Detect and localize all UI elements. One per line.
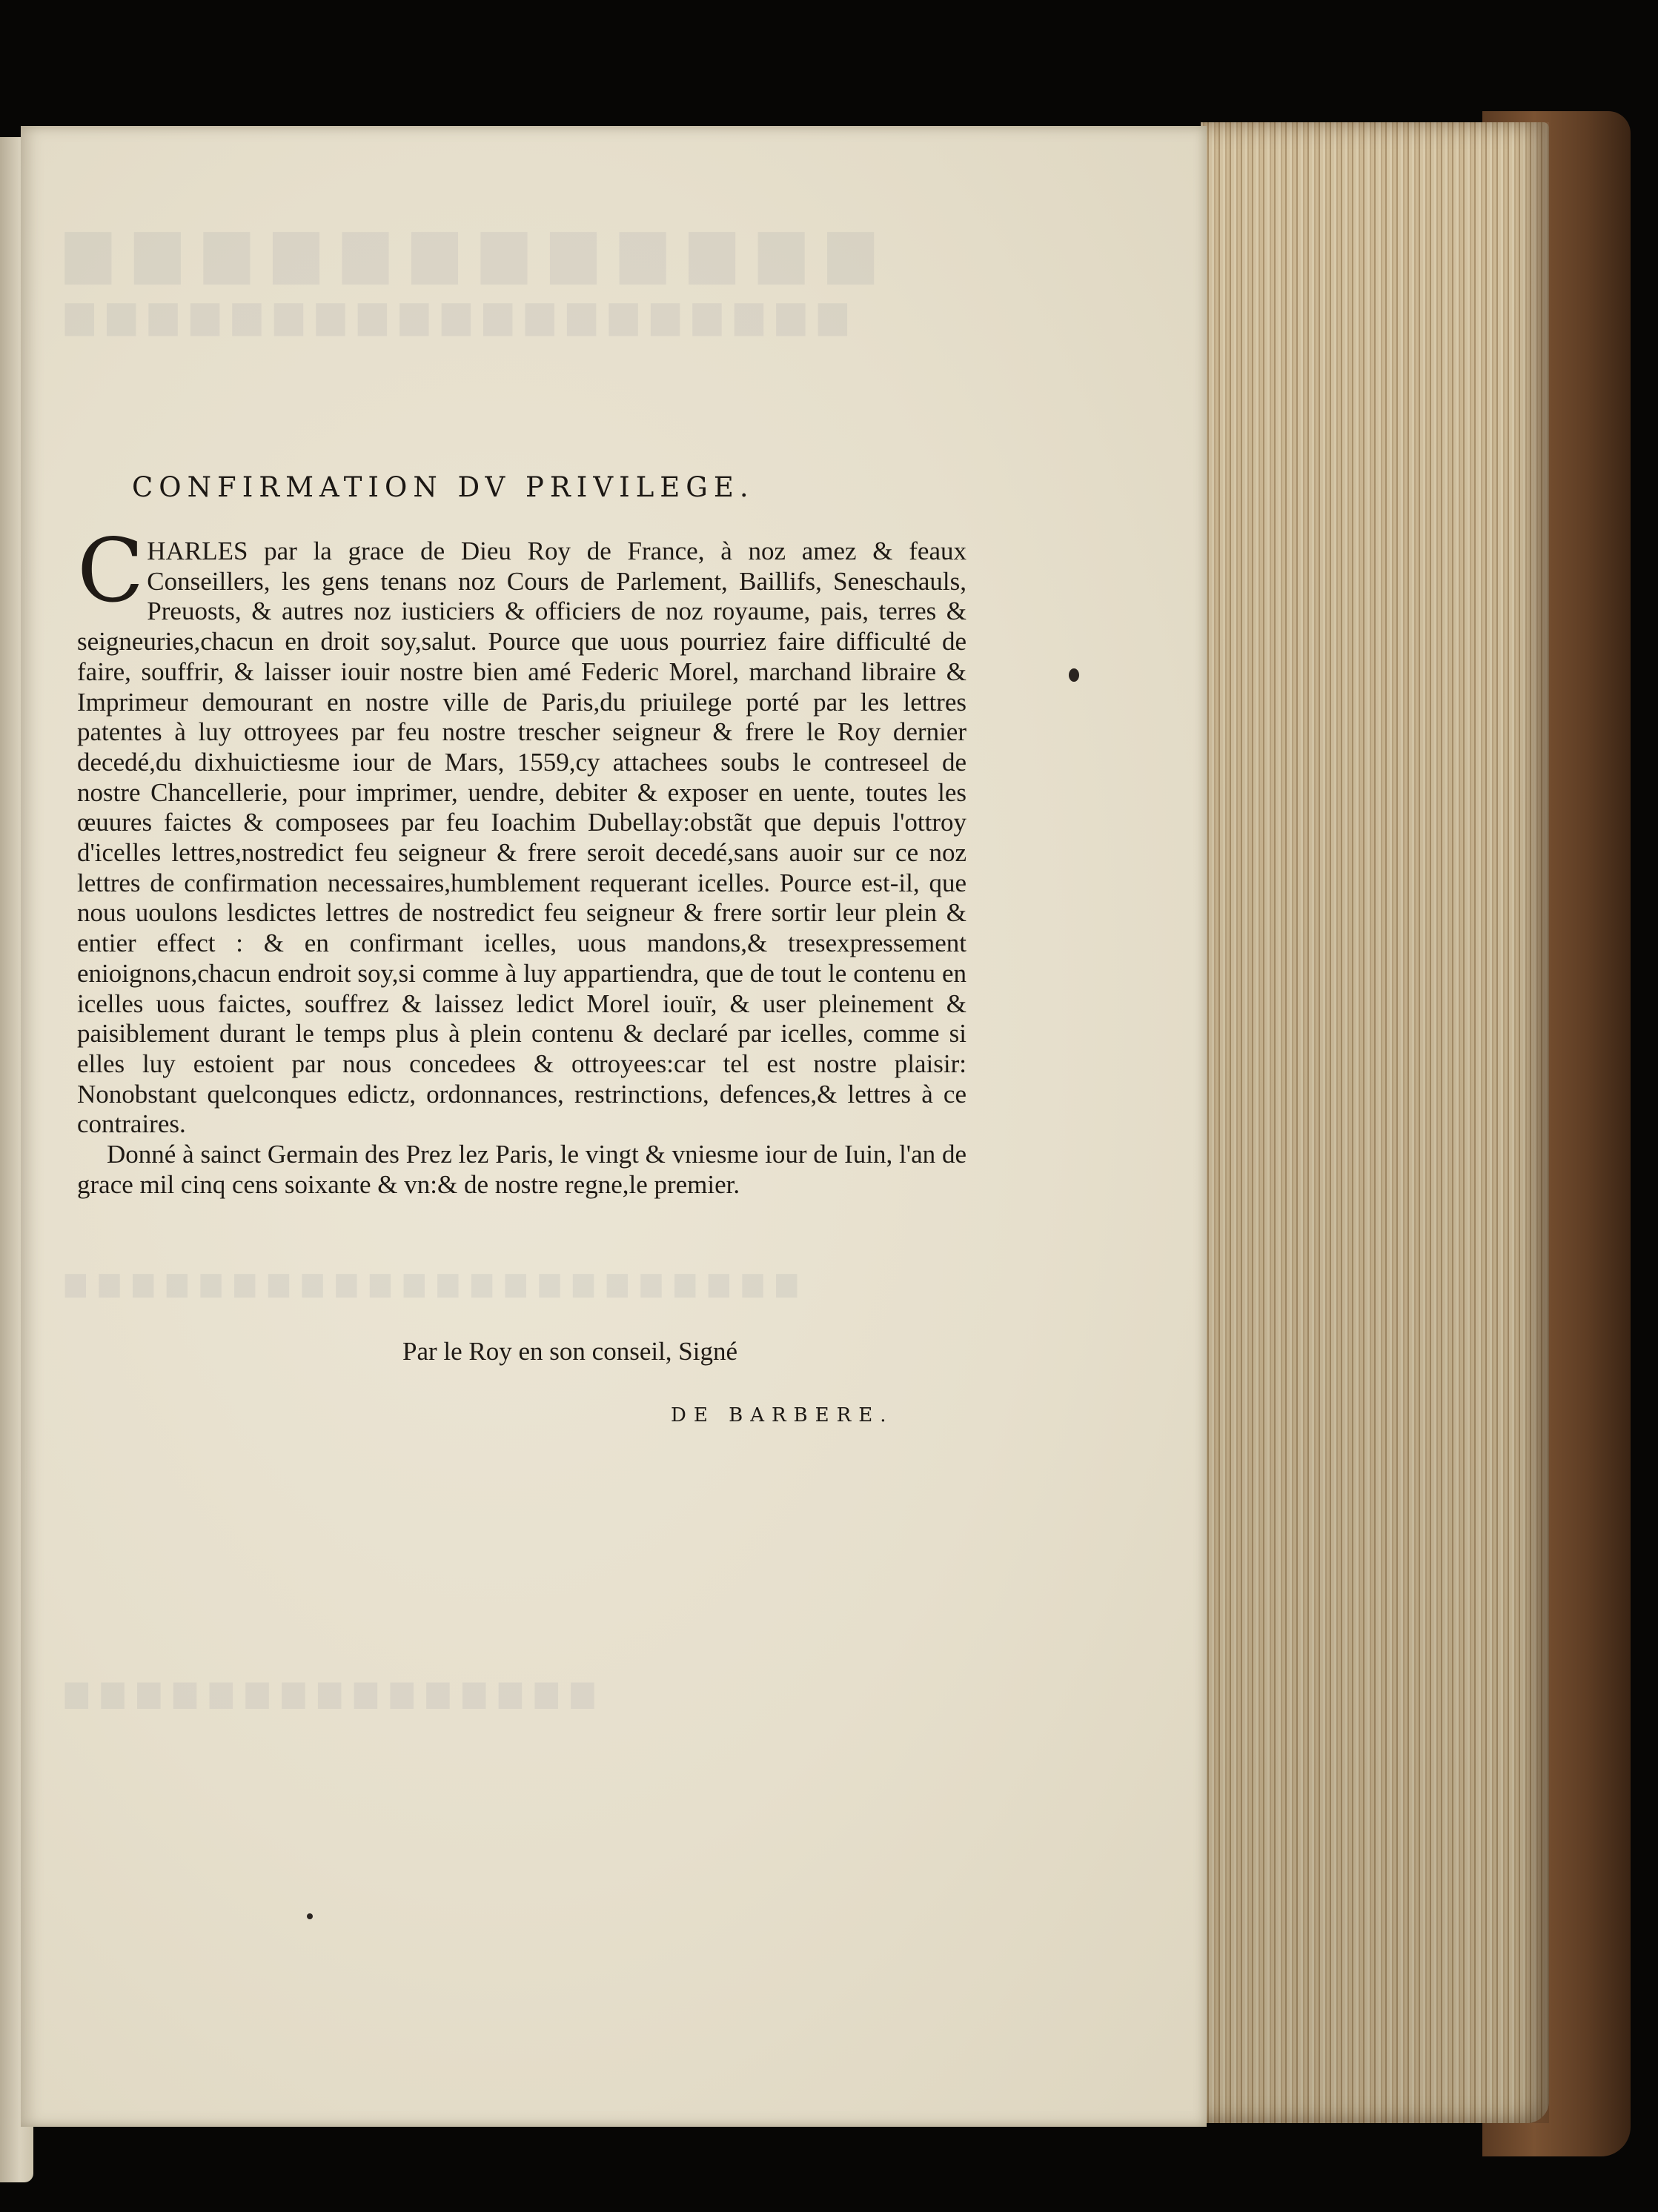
ink-speck (1069, 668, 1079, 682)
paragraph-text: HARLES par la grace de Dieu Roy de France, à noz amez & feaux Conseillers, les gens tenans noz Cours de Parlement, Baillifs, Seneschauls, Preuosts, & autres noz iusticiers & officiers de noz royaume, pais, terres & seigneuries,chacun en droit soy,salut. Pource que uous pourriez faire difficulté de faire, souffrir, & laisser iouir nostre bien amé Federic Morel, marchand libraire & Imprimeur demourant en nostre ville de Paris,du priuilege porté par les lettres patentes à luy ottroyees par feu nostre trescher seigneur & frere le Roy dernier decedé,du dixhuictiesme iour de Mars, 1559,cy attachees soubs le contreseel de nostre Chancellerie, pour imprimer, uendre, debiter & exposer en uente, toutes les œuures faictes & composees par feu Ioachim Dubellay:obstãt que depuis l'ottroy d'icelles lettres,nostredict feu seigneur & frere seroit decedé,sans auoir sur ce noz lettres de confirmation necessaires,humblement requerant icelles. Pource est-il, que nous uoulons lesdictes lettres de nostredict feu seigneur & frere sortir leur plein & entier effect : & en confirmant icelles, uous mandons,& tresexpressement enioignons,chacun endroit soy,si comme à luy appartiendra, que de tout le contenu en icelles uous faictes, souffrez & laissez ledict Morel iouïr, & user pleinement & paisiblement durant le temps plus à plein contenu & declaré par icelles, comme si elles luy estoient par nous concedees & ottroyees:car tel est nostre plaisir: Nonobstant quelconques edictz, ordonnances, restrinctions, defences,& lettres à ce contraires. (77, 537, 966, 1139)
privilege-text (77, 519, 966, 1200)
drop-cap: C (77, 519, 145, 622)
closing-paragraph: Donné à sainct Germain des Prez lez Paris, le vingt & vniesme iour de Iuin, l'an de grace mil cinq cens soixante & vn:& de nostre regne,le premier. (77, 1140, 966, 1199)
document-page (21, 126, 1207, 2127)
page-edges (1201, 122, 1549, 2123)
signer-name: DE BARBERE. (671, 1404, 894, 1426)
signature-line: Par le Roy en son conseil, Signé (402, 1337, 738, 1366)
page-title: CONFIRMATION DV PRIVILEGE. (132, 471, 755, 503)
show-through-text: ▆▆▆▆▆▆▆▆▆▆▆▆▆▆▆▆▆▆▆ (65, 293, 860, 336)
show-through-text: ▆▆▆▆▆▆▆▆▆▆▆▆▆▆▆ (65, 1675, 608, 1709)
main-paragraph (77, 519, 966, 1140)
show-through-text: ▆▆▆▆▆▆▆▆▆▆▆▆▆▆▆▆▆▆▆▆▆▆ (65, 1267, 811, 1298)
ink-speck (307, 1913, 313, 1919)
show-through-text: ▆▆▆▆▆▆▆▆▆▆▆▆ (65, 215, 898, 284)
